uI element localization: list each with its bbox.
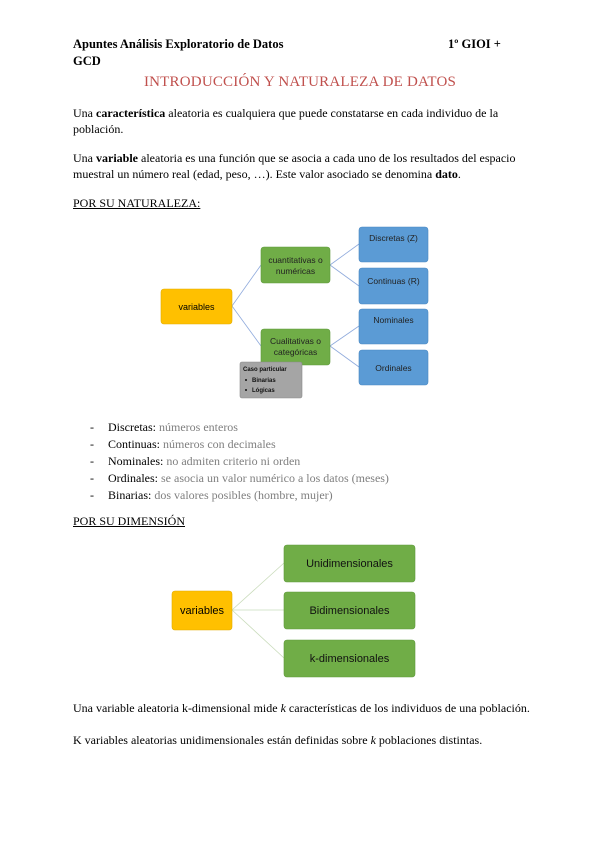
connector-line: [232, 306, 261, 346]
node-cualitativas-label-2: categóricas: [273, 347, 318, 357]
node-ordinales-label: Ordinales: [375, 363, 412, 373]
node-continuas-label: Continuas (R): [367, 276, 420, 286]
node-cuantitativas-label-2: numéricas: [275, 266, 316, 276]
page-title: INTRODUCCIÓN Y NATURALEZA DE DATOS: [143, 74, 457, 90]
node-unidimensionales-label: Unidimensionales: [306, 558, 393, 570]
connector-line: [330, 265, 359, 286]
node-nominales-label: Nominales: [373, 315, 414, 325]
header-gcd: GCD: [73, 54, 101, 68]
section-naturaleza-heading: POR SU NATURALEZA:: [73, 196, 201, 210]
paragraph-k-variables: K variables aleatorias unidimensionales están definidas sobre k poblaciones distintas.: [73, 733, 483, 747]
definition-item: - Continuas: números con decimales: [90, 437, 276, 451]
node-discretas-label: Discretas (Z): [369, 233, 418, 243]
node-continuas: [359, 268, 428, 304]
connector-line: [232, 610, 284, 658]
connector-line: [330, 346, 359, 367]
node-cuantitativas-label-1: cuantitativas o: [268, 255, 323, 265]
caso-item-binarias: Binarias: [252, 378, 276, 384]
connector-line: [330, 244, 359, 265]
definitions-list: [90, 419, 389, 504]
paragraph-caracteristica: Una característica aleatoria es cualquiera que puede constatarse en cada individuo de la población.: [73, 106, 499, 136]
node-k-dimensionales-label: k-dimensionales: [309, 653, 390, 665]
definition-item: - Nominales: no admiten criterio ni orden: [90, 454, 301, 468]
node-cuantitativas: [261, 247, 330, 283]
definition-item: - Discretas: números enteros: [90, 420, 238, 434]
bullet-icon: [245, 379, 247, 381]
definition-item: - Binarias: dos valores posibles (hombre, mujer): [90, 488, 333, 502]
node-variables-dim-label: variables: [179, 605, 225, 617]
section-dimension-heading: POR SU DIMENSIÓN: [73, 514, 186, 528]
node-cualitativas-label-1: Cualitativas o: [269, 336, 322, 346]
header-course: 1º GIOI +: [448, 37, 501, 51]
paragraph-k-dimensional: Una variable aleatoria k-dimensional mide k características de los individuos de una población.: [73, 701, 530, 715]
definition-item: - Ordinales: se asocia un valor numérico a los datos (meses): [90, 471, 389, 485]
header-title: Apuntes Análisis Exploratorio de Datos: [73, 37, 284, 51]
naturaleza-diagram: [150, 225, 440, 400]
paragraph-variable: Una variable aleatoria es una función que se asocia a cada uno de los resultados del espacio muestral un número real (edad, peso, …). Este valor asociado se denomina dato.: [73, 151, 516, 181]
dimension-diagram: [165, 540, 420, 685]
caso-item-logicas: Lógicas: [252, 388, 275, 394]
caso-particular-title: Caso particular: [243, 367, 287, 373]
connector-line: [232, 563, 284, 610]
node-variables-label: variables: [178, 302, 215, 312]
bullet-icon: [245, 389, 247, 391]
connector-line: [232, 265, 261, 306]
connector-line: [330, 326, 359, 346]
node-bidimensionales-label: Bidimensionales: [309, 605, 390, 617]
